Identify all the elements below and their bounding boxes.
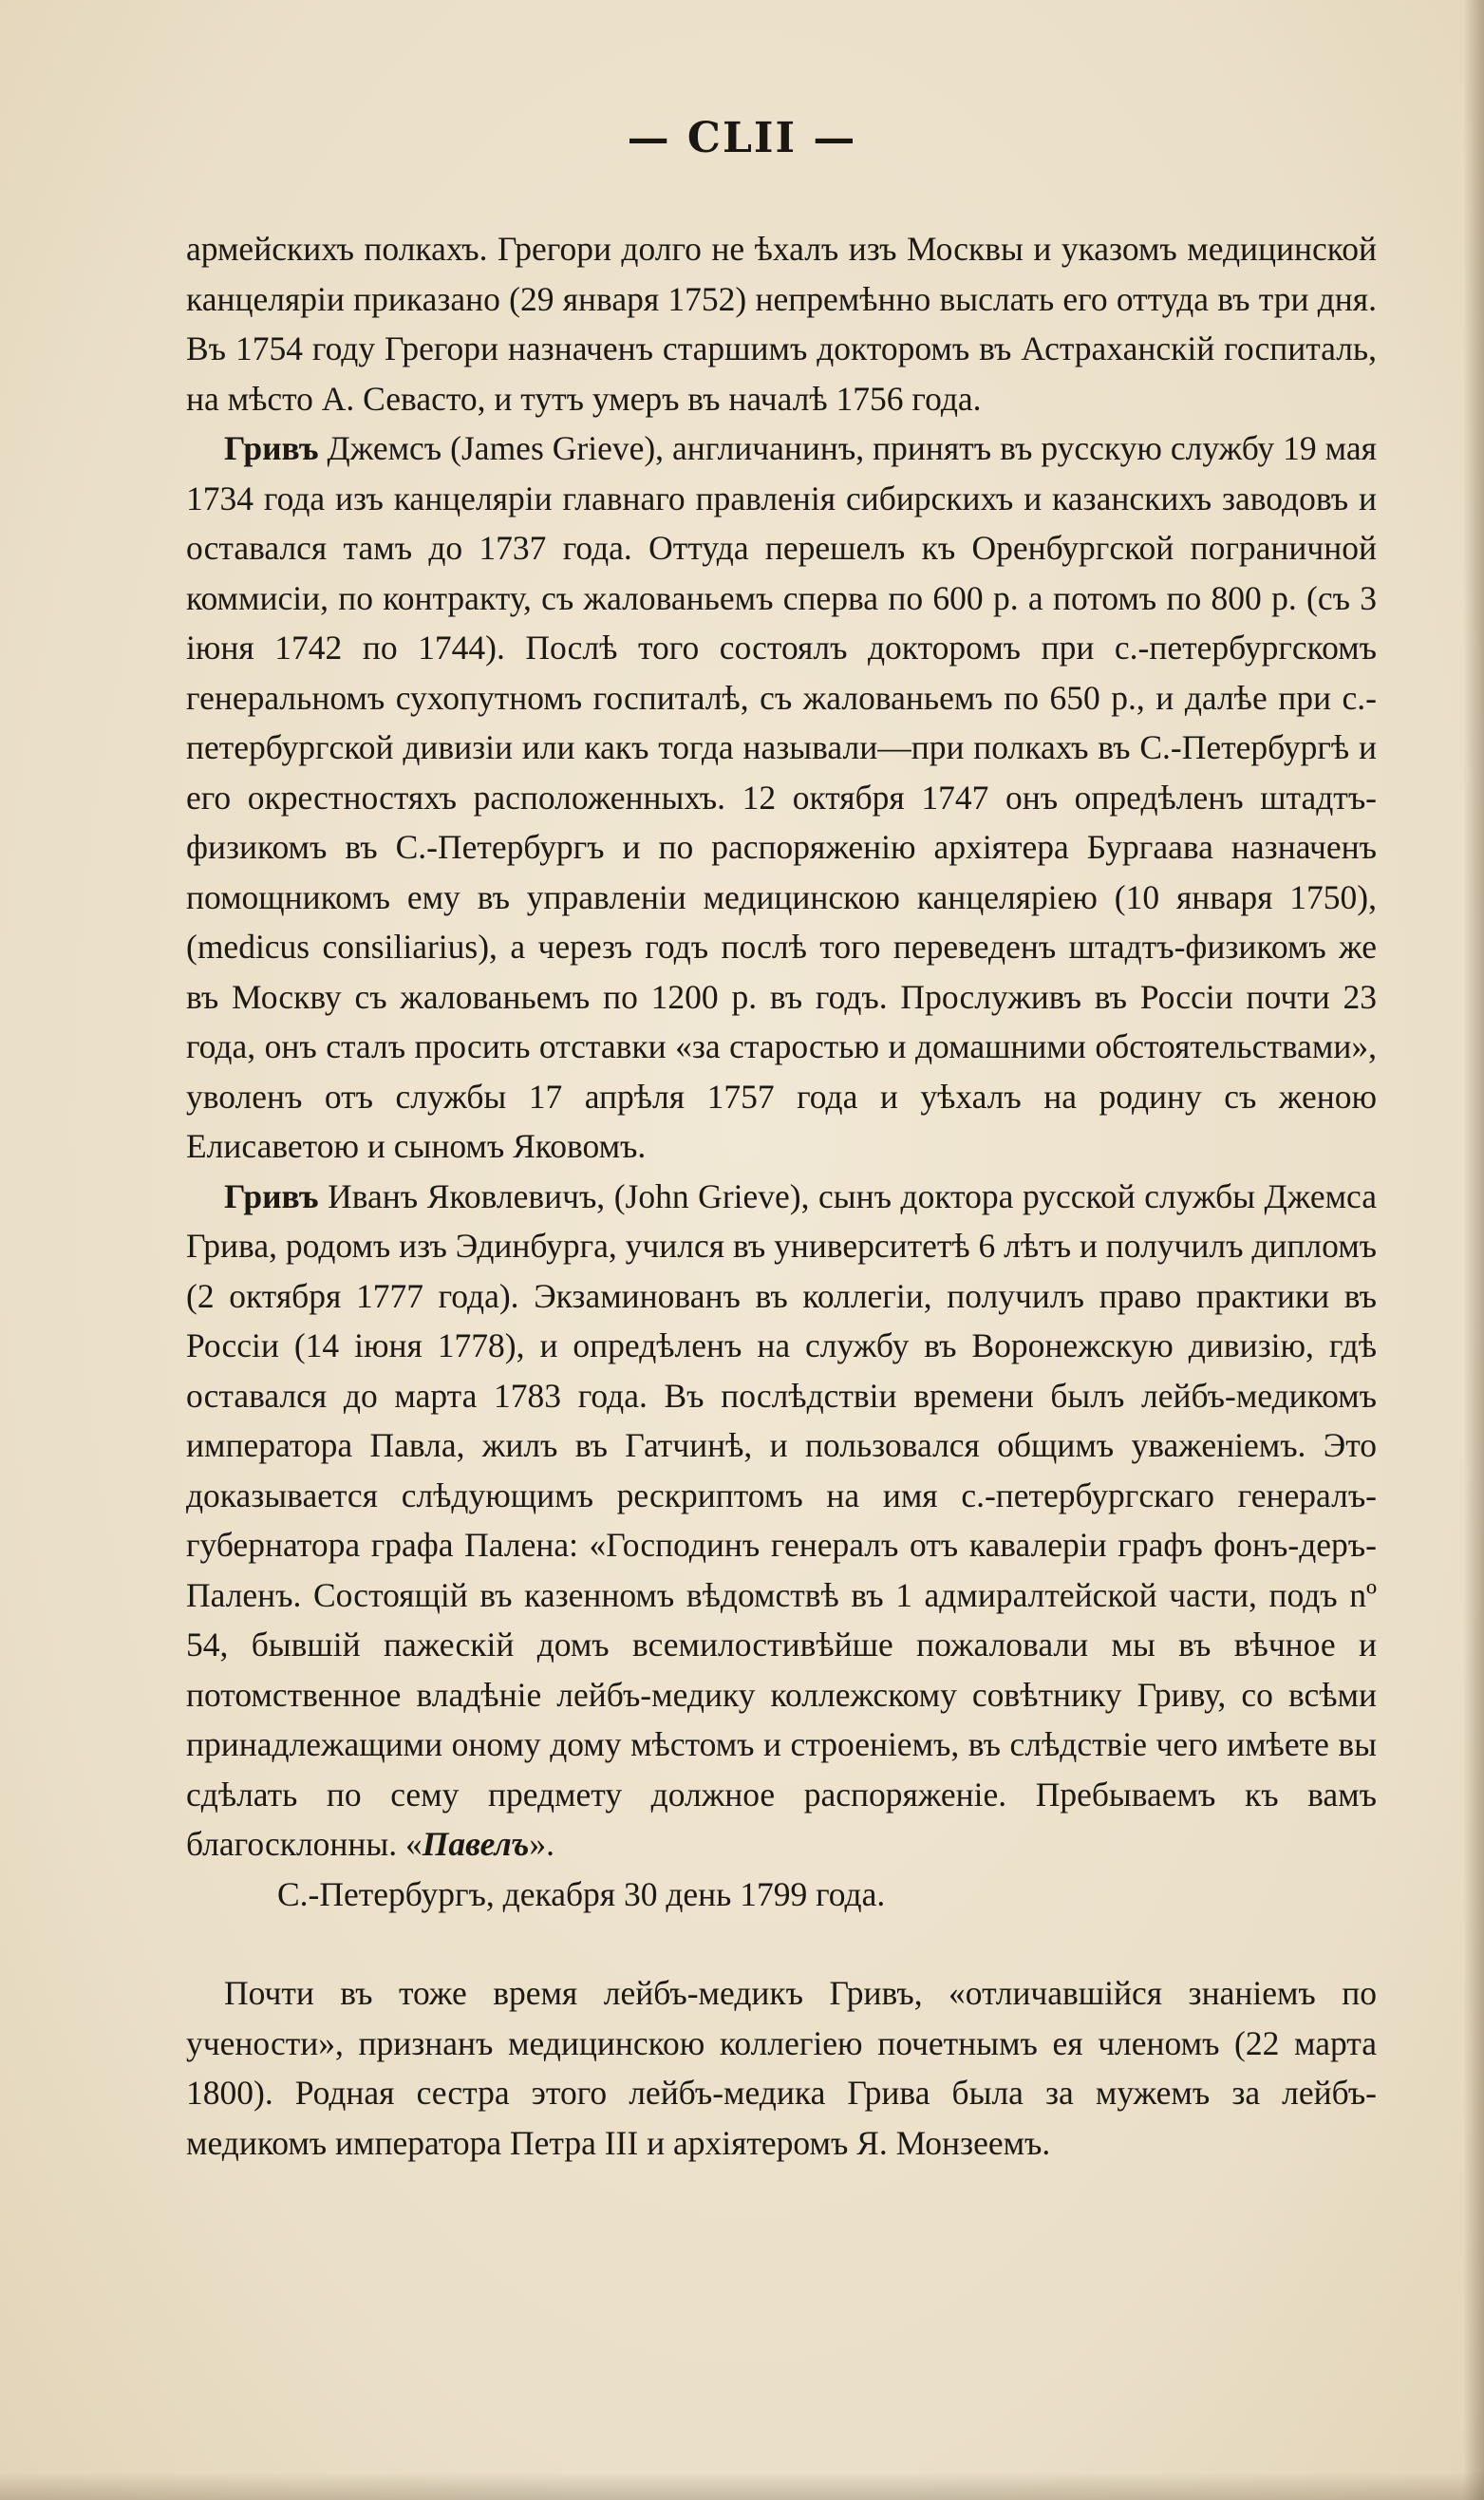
paragraph-honorary-member: Почти въ тоже время лейбъ-медикъ Гривъ, «отличавшійся знаніемъ по учености», признанъ медицинскою коллегіею почетнымъ ея членомъ (22 марта 1800). Родная сестра этого лейбъ-медика Грива была за мужемъ за лейбъ-медикомъ императора Петра III и архіятеромъ Я. Монзеемъ. <box>186 1974 1377 2162</box>
rescript-closing: ». <box>529 1825 554 1863</box>
rescript-dateline: С.-Петербургъ, декабря 30 день 1799 года. <box>277 1874 886 1913</box>
paragraph-james-grieve <box>186 423 1377 1172</box>
page-bottom-shadow <box>0 2472 1484 2500</box>
entry-name-john: Гривъ <box>224 1176 319 1215</box>
rescript-signature: Павелъ <box>422 1825 530 1863</box>
paragraph-gregory-continued: армейскихъ полкахъ. Грегори долго не ѣхалъ изъ Москвы и указомъ медицинской канцеляріи приказано (29 января 1752) непремѣнно выслать его оттуда въ три дня. Въ 1754 году Грегори назначенъ старшимъ докторомъ въ Астраханскій госпиталь, на мѣсто А. Севасто, и тутъ умеръ въ началѣ 1756 года. <box>186 230 1377 418</box>
paragraph-john-grieve <box>186 1172 1377 1870</box>
entry-text-john: Иванъ Яковлевичъ, (John Grieve), сынъ доктора русской службы Джемса Грива, родомъ изъ Эдинбурга, учился въ университетѣ 6 лѣтъ и получилъ дипломъ (2 октября 1777 года). Экзаминованъ въ коллегіи, получилъ право практики въ Россіи (14 іюня 1778), и опредѣленъ на службу въ Воронежскую дивизію, гдѣ оставался до марта 1783 года. Въ послѣдствіи времени былъ лейбъ-медикомъ императора Павла, жилъ въ Гатчинѣ, и пользовался общимъ уваженіемъ. Это доказывается слѣдующимъ рескриптомъ на имя с.-петербургскаго генералъ-губернатора графа Палена: «Господинъ генералъ отъ кавалеріи графъ фонъ-деръ-Паленъ. Состоящій въ казенномъ вѣдомствѣ въ 1 адмиралтейской части, подъ nº 54, бывшій пажескій домъ всемилостивѣйше пожаловали мы въ вѣчное и потомственное владѣніе лейбъ-медику коллежскому совѣтнику Гриву, со всѣми принадлежащими оному дому мѣстомъ и строеніемъ, въ слѣдствіе чего имѣете вы сдѣлать по сему предмету должное распоряженіе. Пребываемъ къ вамъ благосклонны. « <box>186 1176 1378 1863</box>
page-edge-shadow <box>1463 0 1484 2500</box>
paragraph-gap <box>186 1919 1377 1968</box>
body-text <box>186 224 1377 2168</box>
page-number: — CLII — <box>627 114 857 162</box>
entry-name-james: Гривъ <box>224 429 319 467</box>
entry-text-james: Джемсъ (James Grieve), англичанинъ, принятъ въ русскую службу 19 мая 1734 года изъ канцеляріи главнаго правленія сибирскихъ и казанскихъ заводовъ и оставался тамъ до 1737 года. Оттуда перешелъ къ Оренбургской пограничной коммисіи, по контракту, съ жалованьемъ сперва по 600 р. а потомъ по 800 р. (съ 3 іюня 1742 по 1744). Послѣ того состоялъ докторомъ при с.-петербургскомъ генеральномъ сухопутномъ госпиталѣ, съ жалованьемъ по 650 р., и далѣе при с.-петербургской дивизіи или какъ тогда называли—при полкахъ въ С.-Петербургѣ и его окрестностяхъ расположенныхъ. 12 октября 1747 онъ опредѣленъ штадтъ-физикомъ въ С.-Петербургъ и по распоряженію архіятера Бургаава назначенъ помощникомъ ему въ управленіи медицинскою канцеляріею (10 января 1750), (medicus consiliarius), а черезъ годъ послѣ того переведенъ штадтъ-физикомъ же въ Москву съ жалованьемъ по 1200 р. въ годъ. Прослуживъ въ Россіи почти 23 года, онъ сталъ просить отставки «за старостью и домашними обстоятельствами», уволенъ отъ службы 17 апрѣля 1757 года и уѣхалъ на родину съ женою Елисаветою и сыномъ Яковомъ. <box>186 429 1377 1165</box>
